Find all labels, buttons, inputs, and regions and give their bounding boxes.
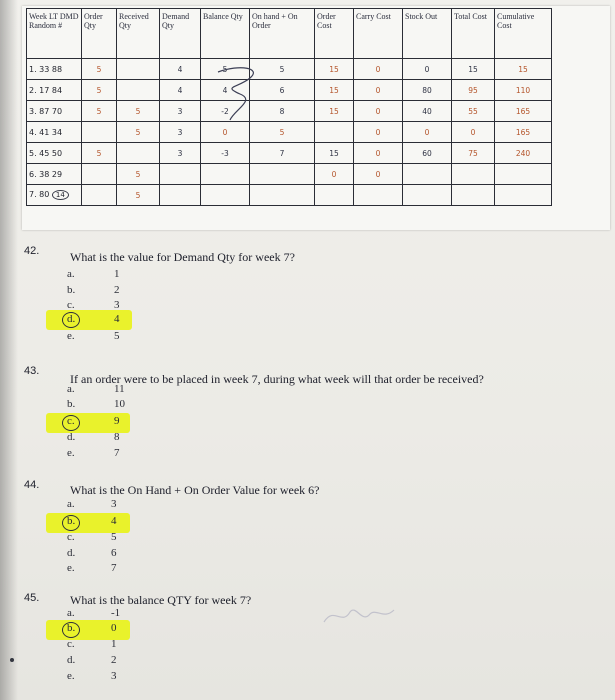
option-value: 11: [114, 383, 125, 395]
option-letter: a.: [67, 268, 75, 280]
week-label: 2. 17 84: [29, 85, 63, 95]
option-letter: c.: [67, 415, 75, 427]
table-cell: 0: [375, 127, 381, 137]
question-text: What is the value for Demand Qty for week 7?: [70, 250, 295, 264]
table-cell: 6: [279, 85, 285, 95]
table-cell: 5: [135, 106, 141, 116]
table-cell: 4: [222, 85, 228, 95]
scribble-mark: [210, 60, 280, 130]
inventory-table: [26, 8, 552, 206]
table-cell: 5: [96, 85, 102, 95]
table-cell: 55: [468, 106, 478, 116]
table-cell: 3: [177, 127, 183, 137]
table-cell: 15: [329, 106, 339, 116]
table-cell: 5: [96, 106, 102, 116]
header-order-cost: Order Cost: [317, 12, 336, 30]
table-cell: 15: [468, 64, 478, 74]
table-cell: 0: [375, 85, 381, 95]
table-cell: 5: [279, 127, 285, 137]
week-label: [29, 190, 69, 199]
table-cell: 5: [96, 148, 102, 158]
header-week: Week LT DMD Random #: [29, 12, 79, 30]
table-cell: 0: [331, 169, 337, 179]
table-cell: 15: [518, 64, 528, 74]
signature-mark: [320, 600, 400, 630]
week-7-label: 7. 80: [29, 190, 50, 199]
option-value: 8: [114, 431, 120, 443]
option-value: 0: [111, 622, 117, 634]
table-cell: 4: [177, 64, 183, 74]
option-value: 5: [114, 330, 120, 342]
table-cell: 110: [515, 85, 531, 95]
table-cell: 4: [177, 85, 183, 95]
option-value: 3: [111, 670, 117, 682]
table-cell: 60: [422, 148, 432, 158]
week-label: 1. 33 88: [29, 64, 63, 74]
circled-random-number: 14: [52, 190, 69, 200]
header-stock-out: Stock Out: [405, 12, 438, 21]
option-letter: c.: [67, 531, 75, 543]
table-cell: 7: [279, 148, 285, 158]
table-cell: 0: [222, 127, 228, 137]
option-value: 9: [114, 415, 120, 427]
table-cell: 5: [135, 190, 141, 200]
option-letter: e.: [67, 447, 75, 459]
option-value: 5: [111, 531, 117, 543]
table-cell: 5: [135, 169, 141, 179]
table-cell: 165: [515, 127, 531, 137]
table-cell: 0: [424, 64, 430, 74]
table-cell: 0: [375, 148, 381, 158]
option-value: 3: [114, 299, 120, 311]
table-cell: 40: [422, 106, 432, 116]
header-demand-qty: Demand Qty: [162, 12, 190, 30]
option-value: 1: [114, 268, 120, 280]
option-letter: e.: [67, 330, 75, 342]
option-letter: c.: [67, 299, 75, 311]
option-letter: e.: [67, 562, 75, 574]
option-letter: d.: [67, 431, 76, 443]
option-value: 2: [114, 284, 120, 296]
option-letter: d.: [67, 547, 76, 559]
table-cell: 5: [279, 64, 285, 74]
option-letter: a.: [67, 607, 75, 619]
table-cell: 0: [375, 106, 381, 116]
option-value: 1: [111, 638, 117, 650]
table-row: [27, 185, 552, 206]
table-cell: 0: [470, 127, 476, 137]
option-letter: d.: [67, 654, 76, 666]
table-cell: 0: [375, 64, 381, 74]
page-shadow: [0, 0, 18, 700]
table-row: [27, 59, 552, 80]
table-cell: 3: [177, 106, 183, 116]
option-value: 4: [114, 313, 120, 325]
question-text: If an order were to be placed in week 7, during what week will that order be received?: [70, 372, 484, 386]
option-value: 6: [111, 547, 117, 559]
table-cell: 0: [375, 169, 381, 179]
header-cumulative-cost: Cumulative Cost: [497, 12, 535, 30]
table-cell: 165: [515, 106, 531, 116]
table-cell: 15: [329, 148, 339, 158]
question-number: 43.: [24, 365, 40, 377]
table-cell: 240: [515, 148, 531, 158]
table-cell: -3: [221, 148, 229, 158]
option-value: 10: [114, 398, 125, 410]
question-text: What is the balance QTY for week 7?: [70, 593, 252, 607]
answer-highlight: [46, 620, 130, 640]
option-letter: b.: [67, 622, 76, 634]
table-cell: 75: [468, 148, 478, 158]
option-value: 7: [111, 562, 117, 574]
table-row: [27, 164, 552, 185]
week-label: 6. 38 29: [29, 169, 63, 179]
header-balance-qty: Balance Qty: [203, 12, 243, 21]
table-cell: 15: [329, 64, 339, 74]
option-letter: e.: [67, 670, 75, 682]
answer-highlight: [46, 513, 130, 533]
table-cell: 15: [329, 85, 339, 95]
table-cell: -2: [221, 106, 229, 116]
question-number: 44.: [24, 479, 40, 491]
week-label: 4. 41 34: [29, 127, 63, 137]
question-number: 42.: [24, 245, 40, 257]
table-row: [27, 143, 552, 164]
table-cell: 95: [468, 85, 478, 95]
table-cell: 3: [177, 148, 183, 158]
table-row: [27, 101, 552, 122]
header-onhand-onorder: On hand + On Order: [252, 12, 298, 30]
table-cell: 5: [222, 64, 228, 74]
question-text: What is the On Hand + On Order Value for week 6?: [70, 483, 320, 497]
table-cell: 5: [135, 127, 141, 137]
table-cell: 8: [279, 106, 285, 116]
page-dot: [10, 658, 14, 662]
table-cell: 80: [422, 85, 432, 95]
option-letter: d.: [67, 313, 76, 325]
header-total-cost: Total Cost: [454, 12, 487, 21]
week-label: 5. 45 50: [29, 148, 63, 158]
option-value: -1: [111, 607, 121, 619]
header-received-qty: Received Qty: [119, 12, 149, 30]
header-carry-cost: Carry Cost: [356, 12, 391, 21]
table-row: [27, 122, 552, 143]
option-value: 2: [111, 654, 117, 666]
table-cell: 5: [96, 64, 102, 74]
option-letter: b.: [67, 515, 76, 527]
option-letter: c.: [67, 638, 75, 650]
option-value: 4: [111, 515, 117, 527]
week-label: 3. 87 70: [29, 106, 63, 116]
question-number: 45.: [24, 592, 40, 604]
option-letter: b.: [67, 284, 76, 296]
table-cell: 0: [424, 127, 430, 137]
option-letter: a.: [67, 383, 75, 395]
option-letter: b.: [67, 398, 76, 410]
option-value: 3: [111, 498, 117, 510]
option-value: 7: [114, 447, 120, 459]
table-row: [27, 80, 552, 101]
table-header-row: [27, 9, 552, 59]
header-order-qty: Order Qty: [84, 12, 103, 30]
option-letter: a.: [67, 498, 75, 510]
